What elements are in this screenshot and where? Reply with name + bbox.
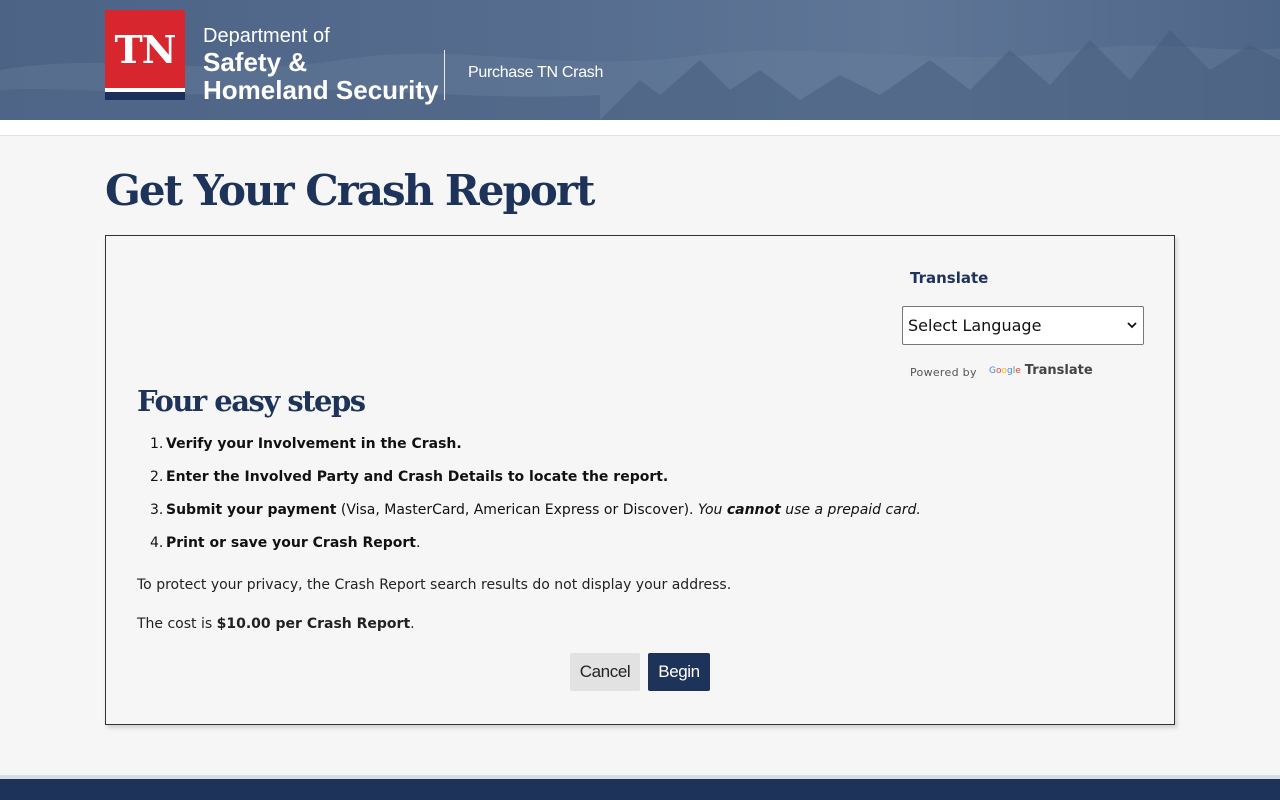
google-logo-icon: Google — [989, 366, 1021, 376]
header-divider — [444, 50, 445, 100]
language-select[interactable] — [902, 306, 1144, 345]
translate-label: Translate — [910, 269, 989, 287]
dept-line-2: Safety & — [203, 47, 308, 77]
cost-amount: $10.00 per Crash Report — [216, 616, 411, 632]
step-number: 1. — [150, 436, 164, 452]
crash-report-panel — [105, 235, 1175, 725]
powered-by-text: Powered by — [910, 366, 977, 379]
header-subbar — [0, 120, 1280, 136]
step-note: You cannot use a prepaid card. — [697, 502, 921, 518]
list-item — [150, 535, 921, 568]
tn-logo[interactable] — [105, 10, 185, 100]
step-detail: . — [415, 535, 421, 551]
logo-text: TN — [114, 27, 176, 72]
chevron-down-icon — [1127, 320, 1137, 330]
steps-list — [150, 436, 921, 568]
step-text: Verify your Involvement in the Crash. — [166, 436, 462, 452]
dept-line-3: Homeland Security — [203, 75, 439, 105]
dept-line-1: Department of — [203, 25, 330, 47]
google-translate-word: Translate — [1024, 363, 1093, 378]
list-item — [150, 502, 921, 535]
step-text: Print or save your Crash Report — [166, 535, 416, 551]
department-name[interactable] — [203, 24, 439, 104]
step-number: 4. — [150, 535, 164, 551]
site-footer — [0, 775, 1280, 800]
google-translate-link[interactable] — [989, 363, 1093, 378]
privacy-notice: To protect your privacy, the Crash Report search results do not display your address. — [137, 577, 732, 593]
step-text: Submit your payment — [166, 502, 337, 518]
cost-notice: The cost is $10.00 per Crash Report. — [137, 616, 415, 632]
page-title: Get Your Crash Report — [105, 166, 594, 215]
step-number: 2. — [150, 469, 164, 485]
site-header — [0, 0, 1280, 120]
purchase-tn-crash-link[interactable]: Purchase TN Crash — [468, 64, 604, 81]
cancel-button[interactable]: Cancel — [570, 653, 640, 691]
language-select-value: Select Language — [908, 316, 1042, 335]
header-background-landscape — [0, 0, 1280, 120]
steps-title: Four easy steps — [137, 384, 365, 418]
begin-button[interactable]: Begin — [648, 653, 710, 691]
list-item — [150, 436, 921, 469]
step-detail: (Visa, MasterCard, American Express or Discover). — [336, 502, 698, 518]
step-text: Enter the Involved Party and Crash Details to locate the report. — [166, 469, 669, 485]
logo-stripe-blue — [105, 92, 185, 100]
step-number: 3. — [150, 502, 164, 518]
list-item — [150, 469, 921, 502]
